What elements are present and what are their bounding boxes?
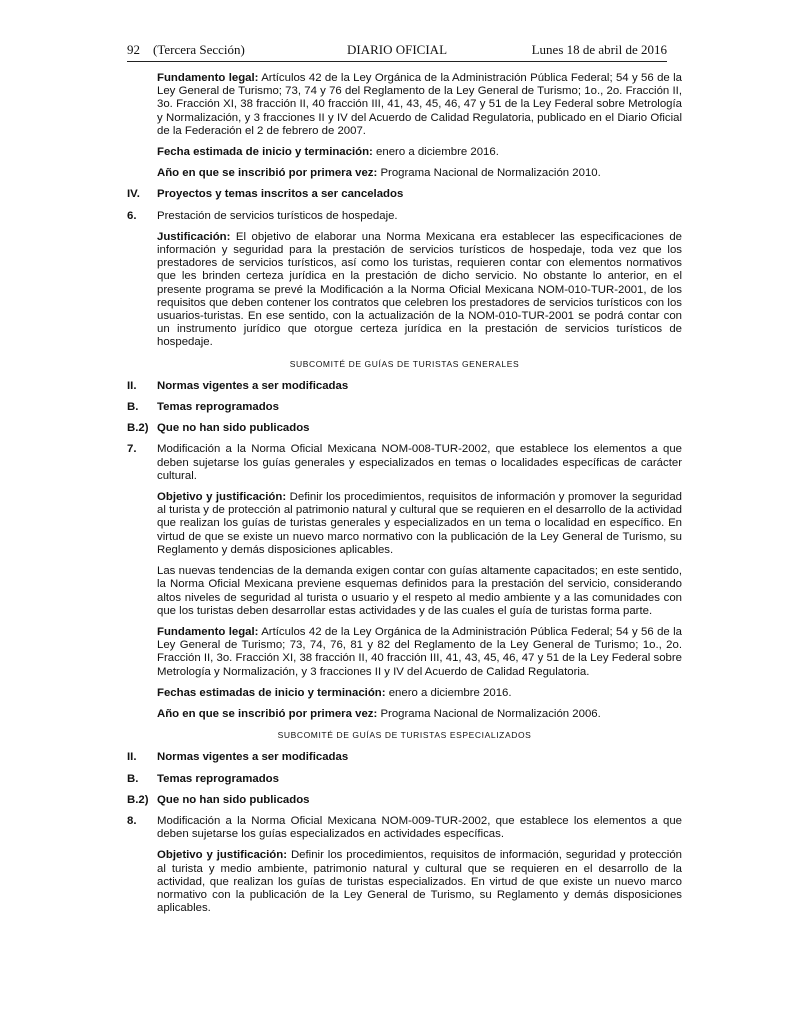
paragraph-text: enero a diciembre 2016.: [376, 146, 499, 159]
paragraph-text: Las nuevas tendencias de la demanda exigen contar con guías altamente capacitados; en este sentido, la Norma Oficial Mexicana previene esquemas definidos para la prestación del servicio, considerando altos niveles de seguridad al turista o usuario y el respeto al medio ambiente y a las comunidades con que los turistas deben desarrollar estas actividades y de las cuales el guía de turistas forma parte.: [157, 565, 682, 617]
numbered-item: [127, 815, 682, 841]
paragraph-text: Programa Nacional de Normalización 2010.: [380, 167, 601, 180]
numbered-item: [127, 794, 682, 807]
paragraph: [157, 231, 682, 350]
paragraph: [157, 687, 682, 700]
numbered-item: [127, 401, 682, 414]
item-number: IV.: [127, 188, 140, 201]
item-heading: Temas reprogramados: [157, 772, 279, 785]
newspaper-title: DIARIO OFICIAL: [346, 42, 448, 57]
numbered-item: [127, 443, 682, 483]
numbered-item: [127, 210, 682, 223]
paragraph-label: Objetivo y justificación:: [157, 849, 288, 862]
page-number: 92: [127, 42, 140, 57]
item-number: 6.: [127, 209, 137, 222]
item-heading: Temas reprogramados: [157, 401, 279, 414]
paragraph: [157, 565, 682, 618]
header-rule: [127, 61, 667, 62]
paragraph-label: Fundamento legal:: [157, 625, 259, 638]
paragraph: [157, 708, 682, 721]
item-heading: Normas vigentes a ser modificadas: [157, 751, 349, 764]
paragraph-text: El objetivo de elaborar una Norma Mexicana era establecer las especificaciones de información y seguridad para la prestación de servicios turísticos de hospedaje, toda vez que los prestadores de servicios turísticos, así como los turistas, requieren contar con elementos normativos que les brinden certeza jurídica en la prestación de dicho servicio. No obstante lo anterior, en el presente programa se prevé la Modificación a la Norma Oficial Mexicana NOM-010-TUR-2001, de los requisitos que deben contener los contratos que celebren los prestadores de servicios turísticos con los usuarios-turistas. En ese sentido, con la actualización de la NOM-010-TUR-2001 se podrá contar con un instrumento jurídico que otorgue certeza jurídica en la prestación de servicios turísticos de hospedaje.: [157, 230, 682, 349]
item-heading: Que no han sido publicados: [157, 422, 310, 435]
paragraph: [157, 491, 682, 557]
item-heading: Normas vigentes a ser modificadas: [157, 379, 349, 392]
item-heading: Prestación de servicios turísticos de hospedaje.: [157, 209, 398, 222]
numbered-item: [127, 380, 682, 393]
paragraph-label: Objetivo y justificación:: [157, 491, 287, 504]
item-number: II.: [127, 379, 137, 392]
paragraph-label: Fecha estimada de inicio y terminación:: [157, 146, 373, 159]
paragraph-label: Año en que se inscribió por primera vez:: [157, 707, 378, 720]
page-header: [127, 42, 667, 60]
item-number: B.: [127, 401, 139, 414]
subcommittee-heading: SUBCOMITÉ DE GUÍAS DE TURISTAS ESPECIALIZADOS: [277, 730, 532, 741]
paragraph-text: Definir los procedimientos, requisitos de información y promover la seguridad al turista y de protección al patrimonio natural y cultural que se requieren en el desarrollo de la actividad que realizan los guías de turistas generales y especializados en un tema o localidad en específico. En virtud de que se existe un nuevo marco normativo con la publicación de la Ley General de Turismo, su Reglamento y demás disposiciones aplicables.: [157, 491, 682, 556]
item-number: B.2): [127, 422, 149, 435]
numbered-item: [127, 751, 682, 764]
numbered-item: [127, 188, 682, 201]
paragraph-label: Justificación:: [157, 230, 231, 243]
item-number: II.: [127, 751, 137, 764]
numbered-item: [127, 773, 682, 786]
item-heading: Proyectos y temas inscritos a ser cancelados: [157, 188, 404, 201]
item-heading: Modificación a la Norma Oficial Mexicana NOM-009-TUR-2002, que establece los elementos a que deben sujetarse los guías especializados en actividades específicas.: [157, 814, 682, 841]
issue-date: Lunes 18 de abril de 2016: [531, 42, 667, 57]
paragraph-text: Definir los procedimientos, requisitos de información, seguridad y protección al turista y medio ambiente, patrimonio natural y cultural que se requieren en el desarrollo de la actividad, que realizan los guías de turistas especializados. En virtud de que existe un nuevo marco normativo con la publicación de la Ley General de Turismo, su Reglamento y demás disposiciones aplicables.: [157, 849, 682, 915]
paragraph-label: Año en que se inscribió por primera vez:: [157, 167, 378, 180]
paragraph-text: Artículos 42 de la Ley Orgánica de la Administración Pública Federal; 54 y 56 de la Ley General de Turismo; 73, 74, 76, 81 y 82 del Reglamento de la Ley General de Turismo; 1o., 2o. Fracción II, 3o. Fracción XI, 38 fracción II, 40 fracción III, 41, 43, 45, 46, 47 y 51 de la Ley Federal sobre Metrología y Normalización, y 3 fracciones II y IV del Acuerdo de Calidad Regulatoria.: [157, 625, 682, 678]
paragraph: [157, 72, 682, 138]
paragraph-text: Artículos 42 de la Ley Orgánica de la Administración Pública Federal; 54 y 56 de la Ley General de Turismo; 73, 74 y 76 del Reglamento de la Ley General de Turismo; 1o., 2o. Fracción II, 3o. Fracción XI, 38 fracción II, 40 fracción III, 41, 43, 45, 46, 47 y 51 de la Ley Federal sobre Metrología y Normalización, y 3 fracciones II y IV del Acuerdo de Calidad Regulatoria, publicado en el Diario Oficial de la Federación el 2 de febrero de 2007.: [157, 72, 682, 137]
item-heading: Modificación a la Norma Oficial Mexicana NOM-008-TUR-2002, que establece los elementos a que deben sujetarse los guías generales y especializados en temas o localidades específicas de carácter cultural.: [157, 443, 682, 482]
section-label: (Tercera Sección): [153, 42, 245, 57]
item-number: 8.: [127, 814, 137, 827]
paragraph: [157, 849, 682, 915]
paragraph: [157, 146, 682, 159]
item-number: 7.: [127, 443, 137, 456]
document-body: [127, 72, 682, 923]
numbered-item: [127, 422, 682, 435]
paragraph: [157, 626, 682, 679]
paragraph-label: Fechas estimadas de inicio y terminación:: [157, 686, 386, 699]
paragraph: [157, 167, 682, 180]
paragraph-text: Programa Nacional de Normalización 2006.: [380, 707, 601, 720]
item-number: B.: [127, 772, 139, 785]
item-heading: Que no han sido publicados: [157, 793, 310, 806]
paragraph-label: Fundamento legal:: [157, 72, 259, 84]
item-number: B.2): [127, 793, 149, 806]
subcommittee-heading: SUBCOMITÉ DE GUÍAS DE TURISTAS GENERALES: [289, 358, 520, 369]
paragraph-text: enero a diciembre 2016.: [388, 686, 512, 699]
